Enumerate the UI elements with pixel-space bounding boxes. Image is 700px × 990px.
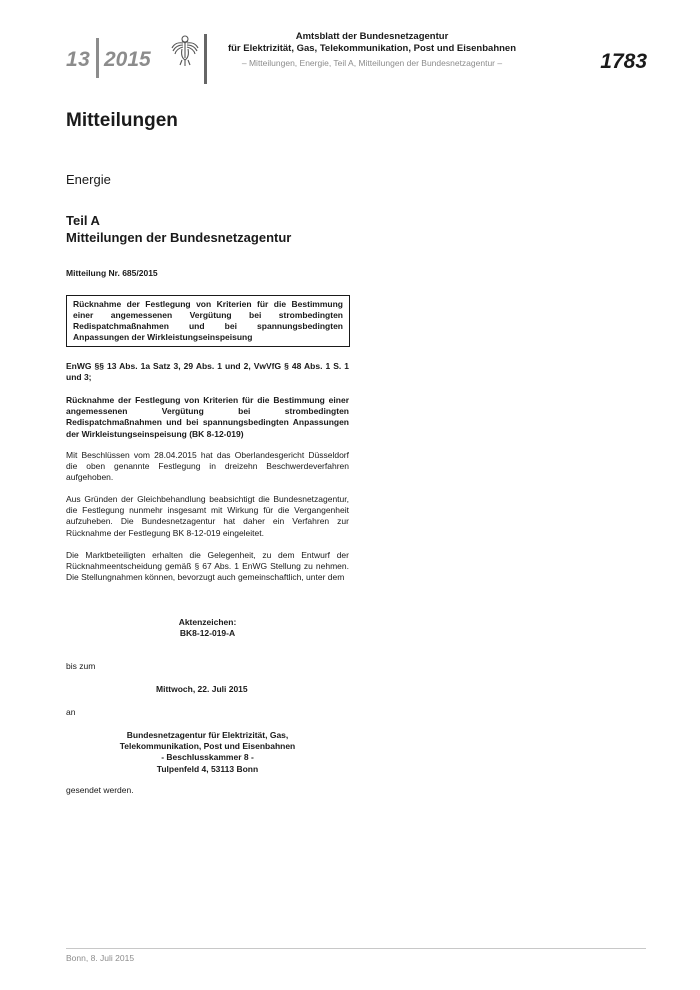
legal-basis: EnWG §§ 13 Abs. 1a Satz 3, 29 Abs. 1 und 2, VwVfG § 48 Abs. 1 S. 1 und 3;	[66, 361, 349, 383]
closing-text: gesendet werden.	[66, 785, 134, 795]
issue-divider	[96, 38, 99, 78]
federal-eagle-icon	[170, 32, 200, 68]
until-label: bis zum	[66, 661, 96, 671]
deadline: Mittwoch, 22. Juli 2015	[156, 684, 248, 694]
file-reference-label: Aktenzeichen:	[178, 617, 237, 627]
page-title: Mitteilungen	[66, 110, 178, 131]
footer-place-date: Bonn, 8. Juli 2015	[66, 953, 135, 963]
gazette-title	[222, 31, 522, 55]
paragraph-3: Die Marktbeteiligten erhalten die Gelegenheit, zu dem Entwurf der Rücknahmeentscheidung gemäß § 67 Abs. 1 EnWG Stellung zu nehmen. Die Stellungnahmen können, bevorzugt auch gemeinschaftlich, unter dem	[66, 550, 349, 583]
section-line: – Mitteilungen, Energie, Teil A, Mitteilungen der Bundesnetzagentur –	[241, 58, 503, 68]
part-heading-line2: Mitteilungen der Bundesnetzagentur	[66, 230, 292, 245]
notice-number: Mitteilung Nr. 685/2015	[66, 268, 158, 278]
paragraph-2: Aus Gründen der Gleichbehandlung beabsichtigt die Bundesnetzagentur, die Festlegung nunmehr insgesamt mit Wirkung für die Vergangenheit aufzuheben. Die Bundesnetzagentur hat daher ein Verfahren zur Rücknahme der Festlegung BK 8-12-019 eingeleitet.	[66, 494, 349, 538]
address-line3: - Beschlusskammer 8 -	[161, 752, 254, 763]
gazette-title-line2: für Elektrizität, Gas, Telekommunikation, Post und Eisenbahnen	[227, 43, 517, 54]
file-reference	[66, 617, 349, 639]
issue-number: 13	[66, 48, 91, 71]
bold-title: Rücknahme der Festlegung von Kriterien für die Bestimmung einer angemessenen Vergütung bei strombedingten Redispatchmaßnahmen und bei spannungsbedingten Anpassungen der Wirkleistungseinspeisung (BK 8-12-019)	[66, 395, 349, 439]
address-line1: Bundesnetzagentur für Elektrizität, Gas,	[126, 730, 289, 740]
header-divider	[204, 34, 207, 84]
paragraph-1: Mit Beschlüssen vom 28.04.2015 hat das Oberlandesgericht Düsseldorf die oben genannte Festlegung in dreizehn Beschwerdeverfahren aufgehoben.	[66, 450, 349, 483]
page-number: 1783	[600, 50, 647, 73]
section-subtitle: Energie	[66, 172, 111, 187]
address-block	[66, 730, 349, 775]
part-heading	[66, 212, 291, 246]
address-line4: Tulpenfeld 4, 53113 Bonn	[156, 763, 259, 774]
file-reference-value: BK8-12-019-A	[179, 628, 236, 639]
boxed-title: Rücknahme der Festlegung von Kriterien für die Bestimmung einer angemessenen Vergütung bei strombedingten Redispatchmaßnahmen und bei spannungsbedingten Anpassungen der Wirkleistungseinspeisung	[66, 295, 350, 347]
footer-divider	[66, 948, 646, 949]
part-heading-line1: Teil A	[66, 213, 100, 228]
gazette-title-line1: Amtsblatt der Bundesnetzagentur	[295, 31, 449, 42]
issue-year: 2015	[104, 48, 151, 71]
to-label: an	[66, 707, 76, 717]
address-line2: Telekommunikation, Post und Eisenbahnen	[119, 741, 296, 752]
